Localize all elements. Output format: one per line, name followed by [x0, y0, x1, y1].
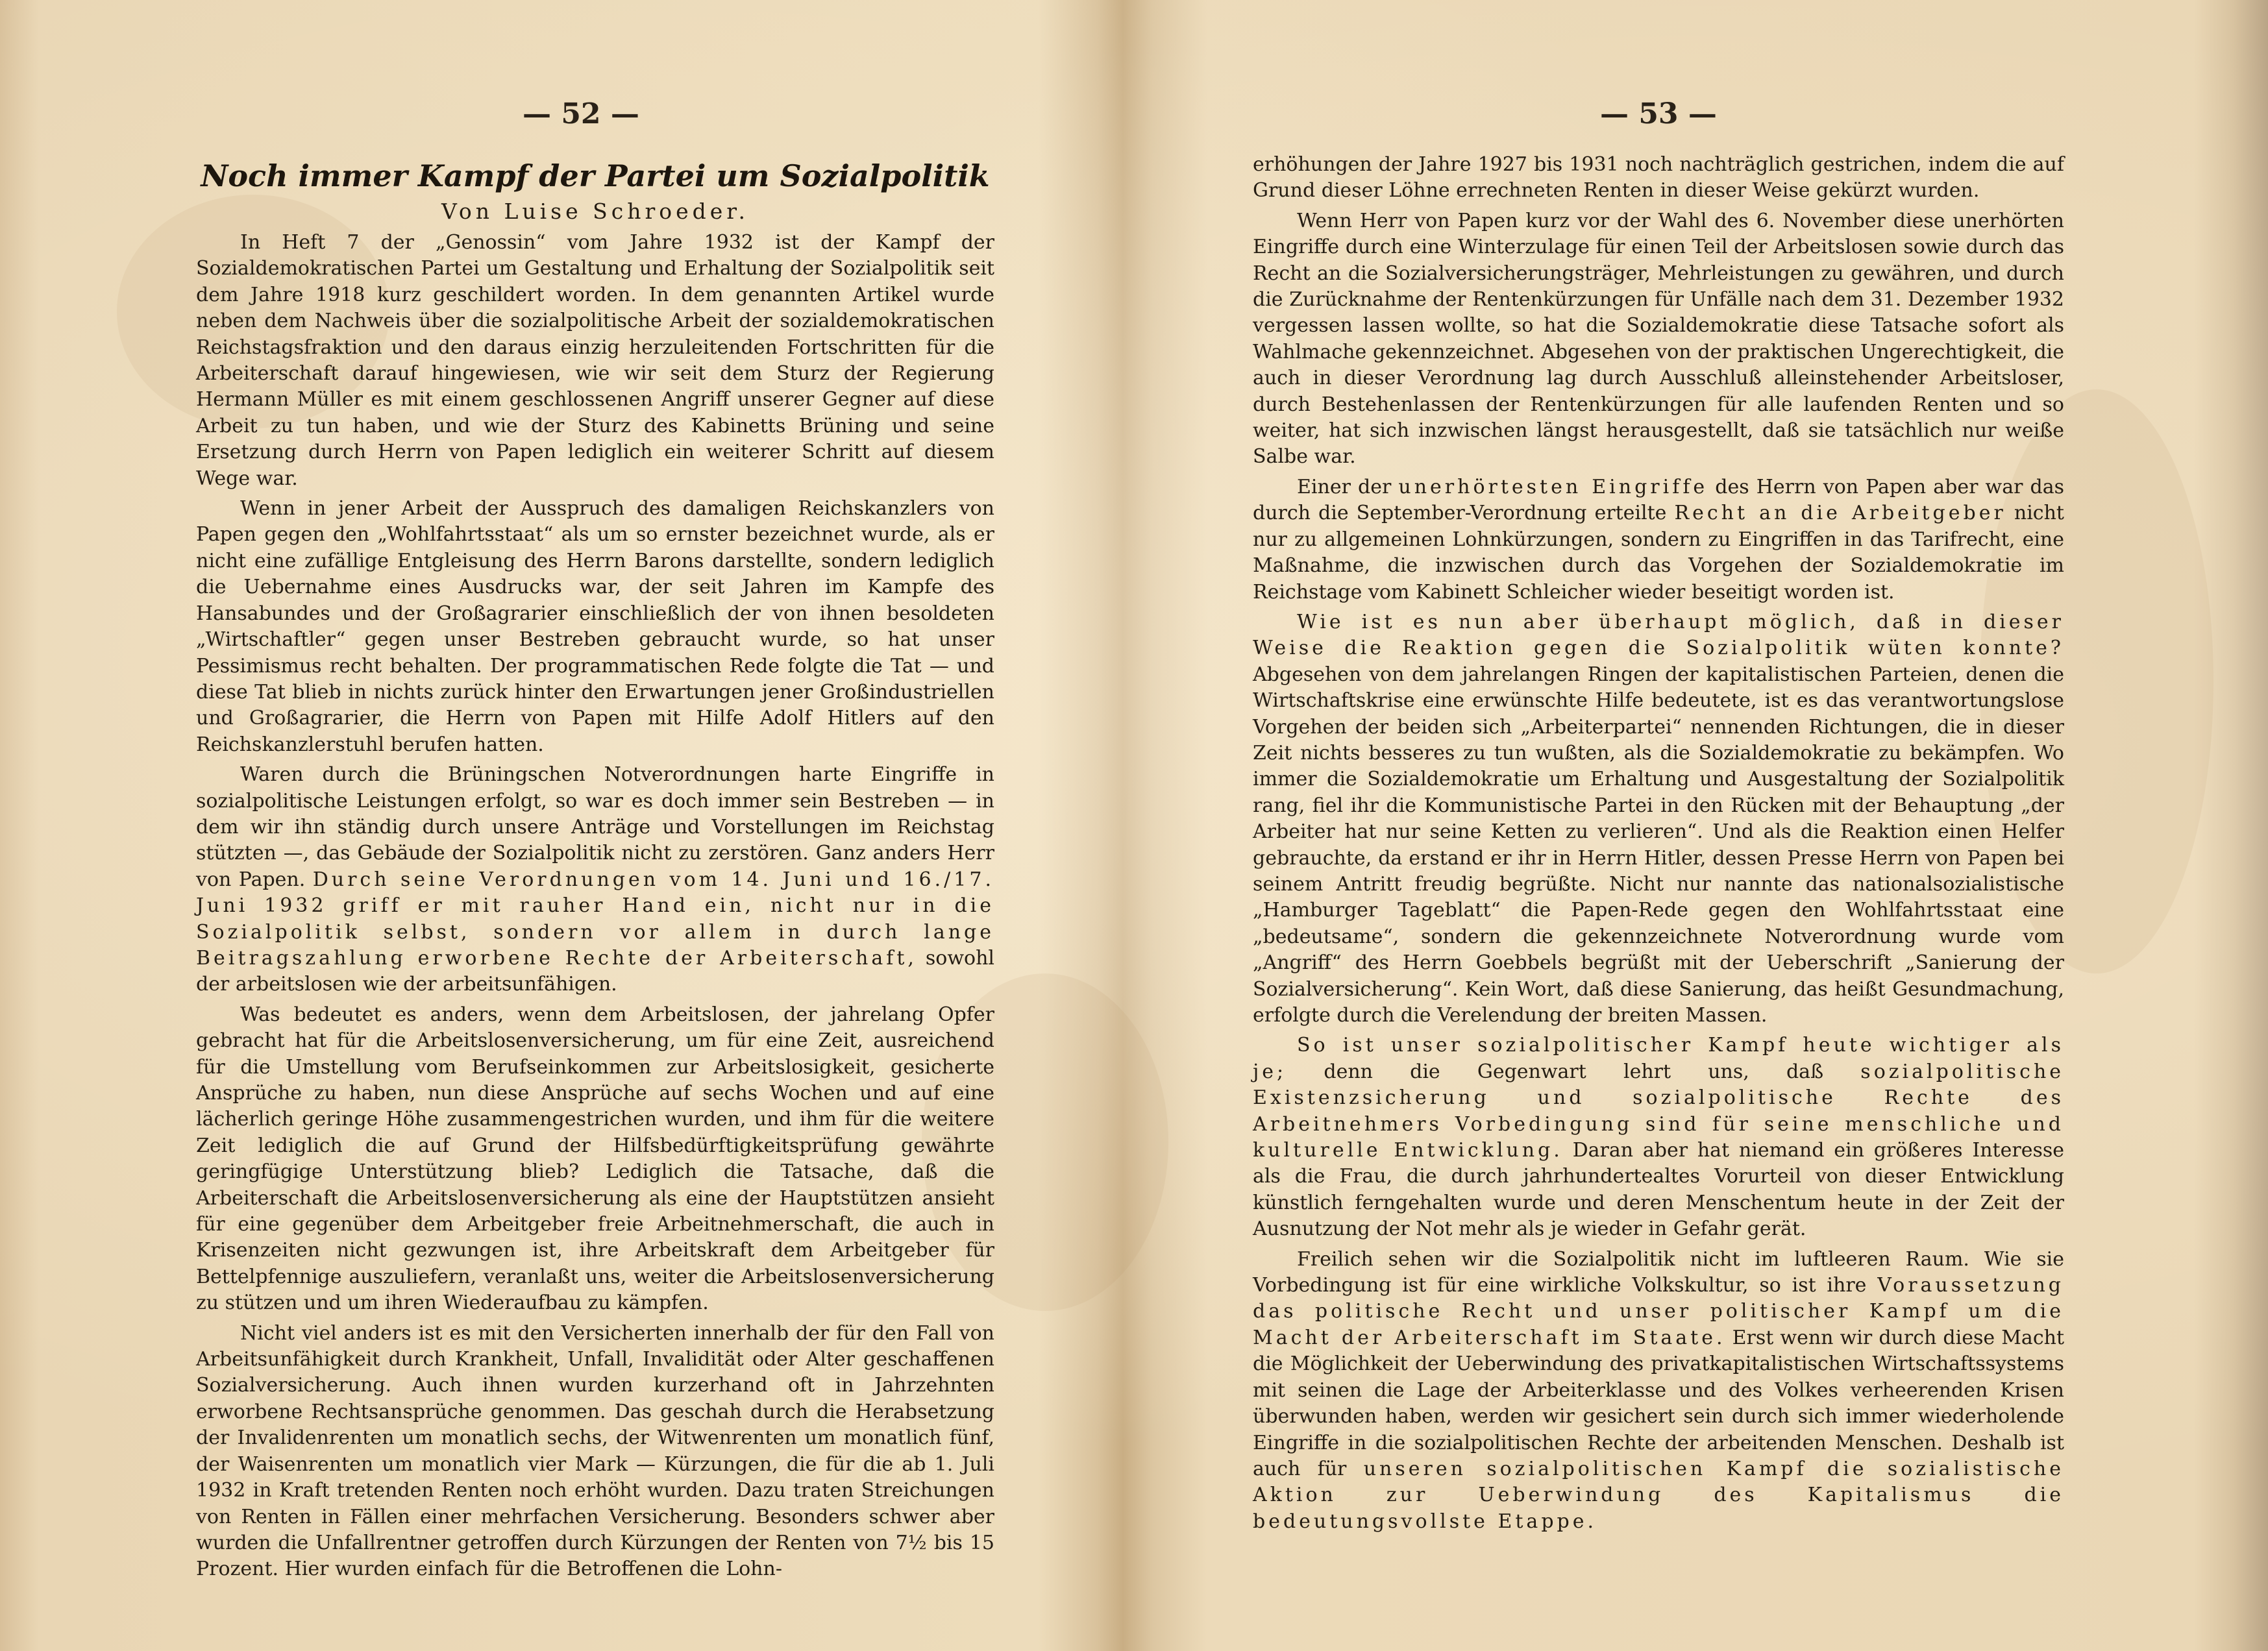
paragraph-text: Daran aber hat niemand ein größeres Interesse als die Frau, die durch jahrhundertealtes Vorurteil von dieser Entwicklung künstlich ferngehalten wurde und deren Menschentum heute in der Zeit der Ausnutzung der Not mehr als je wieder in Gefahr gerät.: [1253, 1139, 2064, 1241]
paragraph-text: sowohl der arbeitslosen wie der arbeitsunfähigen.: [196, 946, 995, 996]
emphasized-text: Wie ist es nun aber überhaupt möglich, daß in dieser Weise die Reaktion gegen die Sozialpolitik wüten konnte?: [1253, 610, 2064, 660]
page-number-left: — 52 —: [523, 97, 639, 130]
paragraph: [1253, 1247, 2064, 1535]
emphasized-text: Recht an die Arbeitgeber: [1674, 502, 2006, 525]
emphasized-text: Durch seine Verordnungen vom 14. Juni und 16./17. Juni 1932 griff er mit rauher Hand ein, nicht nur in die Sozialpolitik selbst, sondern vor allem in durch lange Beitragszahlung erworbene Rechte der Arbeiterschaft,: [196, 868, 994, 970]
paragraph: [1253, 474, 2064, 605]
paragraph-text: des Herrn von Papen aber war das durch die September-Verordnung erteilte: [1253, 475, 2064, 525]
right-text-column: [1253, 152, 2064, 1539]
emphasized-text: Voraussetzung das politische Recht und unser politischer Kampf um die Macht der Arbeiterschaft im Staate.: [1253, 1274, 2064, 1349]
emphasized-text: unerhörtesten Eingriffe: [1398, 475, 1708, 498]
paragraph: Wenn Herr von Papen kurz vor der Wahl des 6. November diese unerhörten Eingriffe durch eine Winterzulage für einen Teil der Arbeitslosen sowie durch das Recht an die Sozialversicherungsträger, Mehrleistungen zu gewähren, und durch die Zurücknahme der Rentenkürzungen für Unfälle nach dem 31. Dezember 1932 vergessen lassen wollte, so hat die Sozialdemokratie diese Tatsache sofort als Wahlmache gekennzeichnet. Abgesehen von der praktischen Ungerechtigkeit, die auch in dieser Verordnung lag durch Ausschluß alleinstehender Arbeitsloser, durch Bestehenlassen der Rentenkürzungen für alle laufenden Renten und so weiter, hat sich inzwischen längst herausgestellt, daß sie tatsächlich nur weiße Salbe war.: [1253, 209, 2064, 469]
paragraph-text: Einer der: [1297, 475, 1392, 498]
paragraph: [1253, 1033, 2064, 1242]
paragraph-text: Erst wenn wir durch diese Macht die Möglichkeit der Ueberwindung des privatkapitalistischen Wirtschaftssystems mit seinen die Lage der Arbeiterklasse und des Volkes verheerenden Krisen überwunden haben, werden wir gesichert sein durch sich immer wiederholende Eingriffe in die sozialpolitischen Rechte der arbeitenden Menschen. Deshalb ist auch für: [1253, 1326, 2064, 1480]
article-title: Noch immer Kampf der Partei um Sozialpolitik: [201, 158, 990, 193]
article-author: Von Luise Schroeder.: [441, 199, 749, 224]
emphasized-text: So ist unser sozialpolitischer Kampf heute wichtiger als je;: [1253, 1034, 2064, 1083]
paragraph: Nicht viel anders ist es mit den Versicherten innerhalb der für den Fall von Arbeitsunfähigkeit durch Krankheit, Unfall, Invalidität oder Alter geschaffenen Sozialversicherung. Auch ihnen wurden kurzerhand oft in Jahrzehnten erworbene Rechtsansprüche genommen. Das geschah durch die Herabsetzung der Invalidenrenten um monatlich sechs, der Witwenrenten um monatlich fünf, der Waisenrenten um monatlich vier Mark — Kürzungen, die für die ab 1. Juli 1932 in Kraft tretenden Renten noch erhöht wurden. Dazu traten Streichungen von Renten in Fällen einer mehrfachen Versicherung. Besonders schwer aber wurden die Unfallrentner getroffen durch Kürzungen der Renten von 7½ bis 15 Prozent. Hier wurden einfach für die Betroffenen die Lohn-: [196, 1321, 994, 1581]
paragraph: [1253, 609, 2064, 1029]
left-text-column: [196, 156, 994, 1587]
emphasized-text: unseren sozialpolitischen Kampf die sozialistische Aktion zur Ueberwindung des Kapitalismus die bedeutungsvollste Etappe.: [1253, 1457, 2064, 1533]
paragraph-text: denn die Gegenwart lehrt uns, daß: [1324, 1060, 1824, 1083]
paragraph-text: Abgesehen von dem jahrelangen Ringen der kapitalistischen Parteien, denen die Wirtschaftskrise eine erwünschte Hilfe bedeutete, ist es das verantwortungslose Vorgehen der beiden sich „Arbeiterpartei“ nennenden Richtungen, die in dieser Zeit nichts besseres zu tun wußten, als die Sozialdemokratie zu bekämpfen. Wo immer die Sozialdemokratie um Erhaltung und Ausgestaltung der Sozialpolitik rang, fiel ihr die Kommunistische Partei in den Rücken mit der Behauptung „der Arbeiter hat nur seine Ketten zu verlieren“. Und als die Reaktion einen Helfer gebrauchte, da erstand er ihr in Herrn Hitler, dessen Presse Herrn von Papen bei seinem Antritt freudig begrüßte. Nicht nur nannte das nationalsozialistische „Hamburger Tageblatt“ die Papen-Rede gegen den Wohlfahrtsstaat eine „bedeutsame“, sondern die gekennzeichnete Notverordnung wurde vom „Angriff“ des Herrn Goebbels begrüßt mit der Ueberschrift „Sanierung der Sozialversicherung“. Kein Wort, daß diese Sanierung, das heißt Gesundmachung, erfolgte durch die Verelendung der breiten Massen.: [1253, 663, 2064, 1027]
emphasized-text: sozialpolitische Existenzsicherung und sozialpolitische Rechte des Arbeitnehmers Vorbedingung sind für seine menschliche und kulturelle Entwicklung.: [1253, 1060, 2065, 1162]
paragraph-text: nicht nur zu allgemeinen Lohnkürzungen, sondern zu Eingriffen in das Tarifrecht, eine Maßnahme, die inzwischen durch das Vorgehen der Sozialdemokratie im Reichstage vom Kabinett Schleicher wieder beseitigt worden ist.: [1253, 502, 2064, 604]
page-number-right: — 53 —: [1600, 97, 1717, 130]
paragraph-text: Freilich sehen wir die Sozialpolitik nicht im luftleeren Raum. Wie sie Vorbedingung ist für eine wirkliche Volkskultur, so ist ihre: [1253, 1247, 2064, 1297]
paragraph-text: Waren durch die Brüningschen Notverordnungen harte Eingriffe in sozialpolitische Leistungen erfolgt, so war es doch immer sein Bestreben — in dem wir ihn ständig durch unsere Anträge und Vorstellungen im Reichstag stützten —, das Gebäude der Sozialpolitik nicht zu zerstören. Ganz anders Herr von Papen.: [196, 763, 994, 891]
paragraph: erhöhungen der Jahre 1927 bis 1931 noch nachträglich gestrichen, indem die auf Grund dieser Löhne errechneten Renten in dieser Weise gekürzt wurden.: [1253, 153, 2064, 202]
paragraph: In Heft 7 der „Genossin“ vom Jahre 1932 ist der Kampf der Sozialdemokratischen Partei um Gestaltung und Erhaltung der Sozialpolitik seit dem Jahre 1918 kurz geschildert worden. In dem genannten Artikel wurde neben dem Nachweis über die sozialpolitische Arbeit der sozialdemokratischen Reichstagsfraktion und den daraus einzig herzuleitenden Fortschritten für die Arbeiterschaft darauf hingewiesen, wie wir seit dem Sturz der Regierung Hermann Müller es mit einem geschlossenen Angriff unserer Gegner auf diese Arbeit zu tun haben, und wie der Sturz des Kabinetts Brüning und seine Ersetzung durch Herrn von Papen lediglich ein weiterer Schritt auf diesem Wege war.: [196, 231, 994, 490]
paragraph: Was bedeutet es anders, wenn dem Arbeitslosen, der jahrelang Opfer gebracht hat für die Arbeitslosenversicherung, um für eine Zeit, ausreichend für die Umstellung vom Berufseinkommen zur Arbeitslosigkeit, gesicherte Ansprüche zu haben, nun diese Ansprüche auf sechs Wochen und auf eine lächerlich geringe Höhe zusammengestrichen wurden, und ihm für die weitere Zeit lediglich die auf Grund der Hilfsbedürftigkeitsprüfung gewährte geringfügige Unterstützung blieb? Lediglich die Tatsache, daß die Arbeiterschaft die Arbeitslosenversicherung als eine der Hauptstützen ansieht für eine gegenüber dem Arbeitgeber freie Arbeitnehmerschaft, die auch in Krisenzeiten nicht gezwungen ist, ihre Arbeitskraft dem Arbeitgeber für Bettelpfennige auszuliefern, veranlaßt uns, weiter die Arbeitslosenversicherung zu stützen und um ihren Wiederaufbau zu kämpfen.: [196, 1003, 994, 1315]
paragraph: [196, 762, 994, 998]
paragraph: Wenn in jener Arbeit der Ausspruch des damaligen Reichskanzlers von Papen gegen den „Wohlfahrtsstaat“ als um so ernster bezeichnet wurde, als er nicht eine zufällige Entgleisung des Herrn Barons darstellte, sondern lediglich die Uebernahme eines Ausdrucks war, der seit Jahren im Kampfe des Hansabundes und der Großagrarier einschließlich der von ihnen besoldeten „Wirtschaftler“ gegen unser Bestreben gebraucht wurde, so hat unser Pessimismus recht behalten. Der programmatischen Rede folgte die Tat — und diese Tat blieb in nichts zurück hinter den Erwartungen jener Großindustriellen und Großagrarier, die Herrn von Papen mit Hilfe Adolf Hitlers auf den Reichskanzlerstuhl berufen hatten.: [196, 497, 994, 756]
